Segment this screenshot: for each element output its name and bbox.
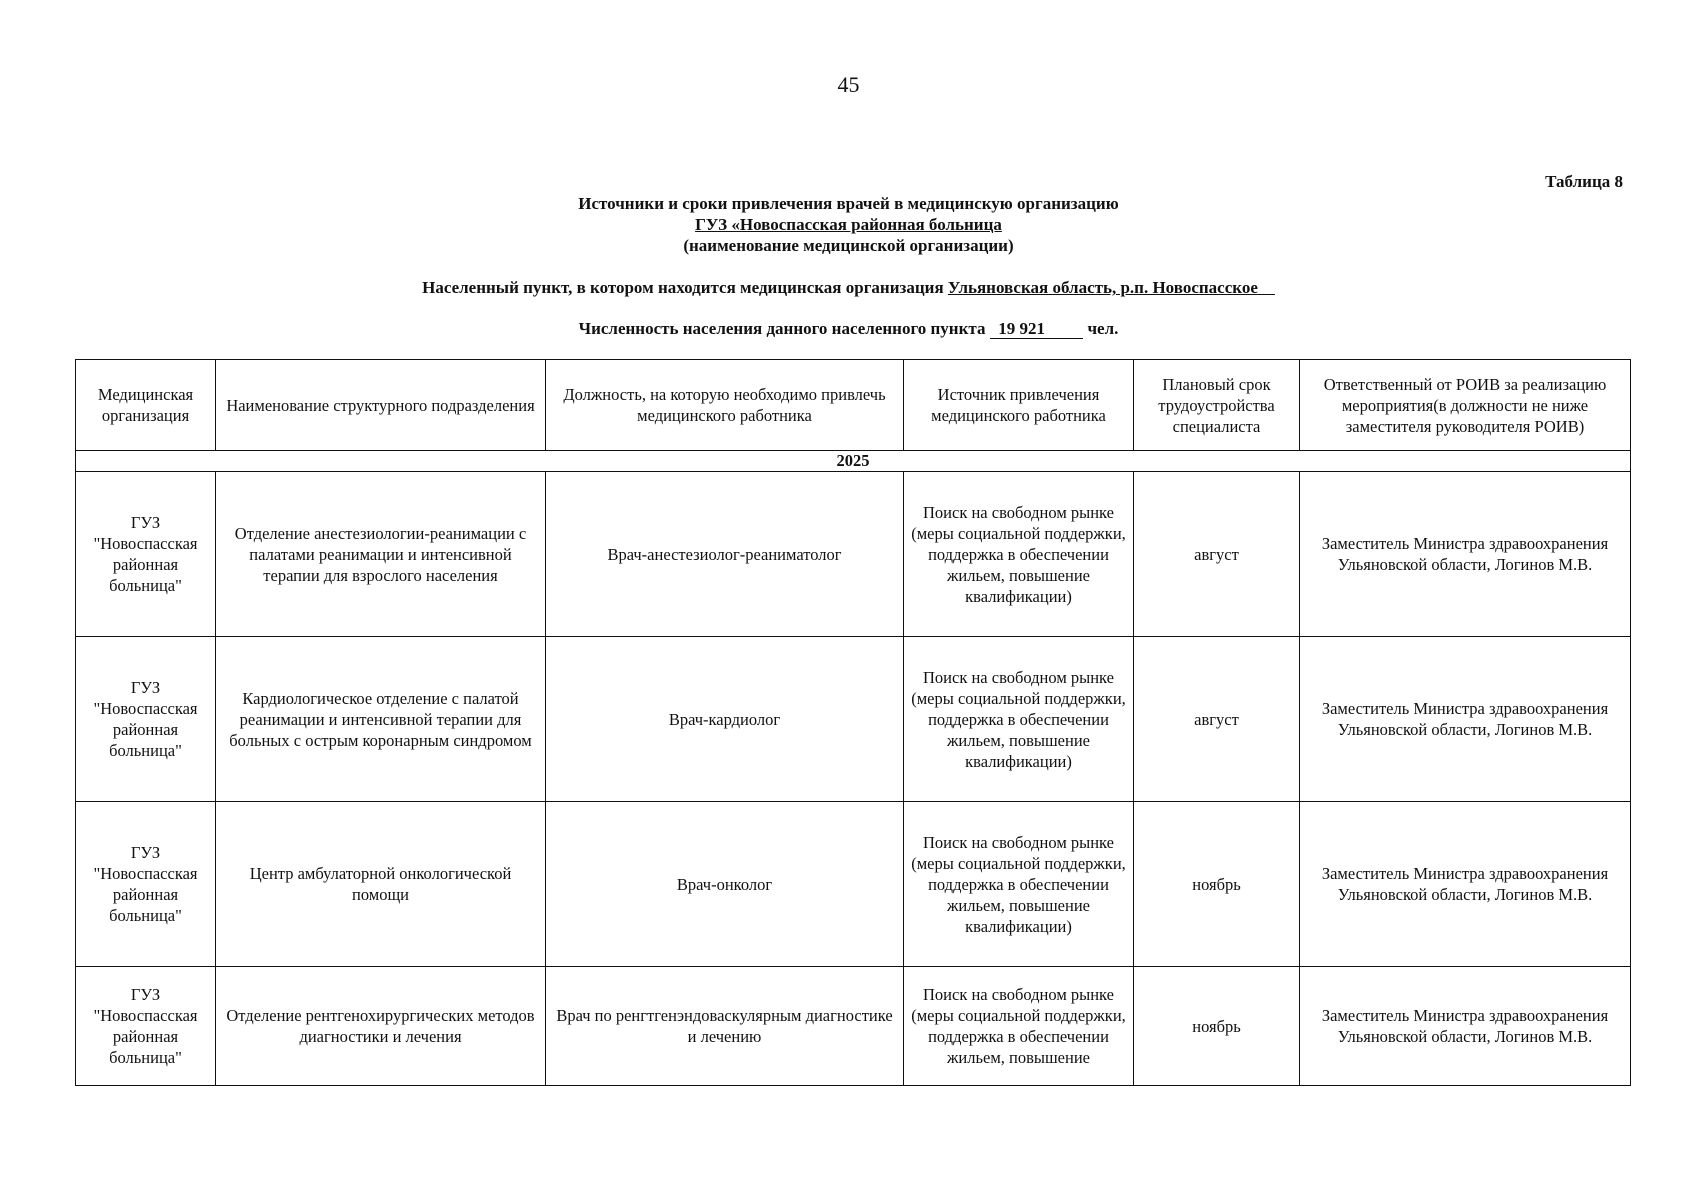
cell-position: Врач-кардиолог — [546, 637, 904, 802]
column-header-source: Источник привлечения медицинского работника — [904, 360, 1134, 451]
cell-term: август — [1134, 472, 1300, 637]
cell-organization: ГУЗ "Новоспасская районная больница" — [76, 967, 216, 1086]
cell-source — [904, 967, 1134, 1086]
column-header-position: Должность, на которую необходимо привлечь медицинского работника — [546, 360, 904, 451]
cell-position: Врач-анестезиолог-реаниматолог — [546, 472, 904, 637]
cell-organization: ГУЗ "Новоспасская районная больница" — [76, 802, 216, 967]
population-unit: чел. — [1087, 319, 1119, 338]
year-label: 2025 — [76, 451, 1631, 472]
organization-name — [0, 214, 1697, 235]
table-row — [76, 802, 1631, 967]
organization-name-text: ГУЗ «Новоспасская районная больница — [695, 215, 1002, 234]
cell-unit: Отделение рентгенохирургических методов диагностики и лечения — [216, 967, 546, 1086]
cell-source: Поиск на свободном рынке (меры социальной поддержки, поддержка в обеспечении жильем, повышение квалификации) — [904, 637, 1134, 802]
cell-source-text: Поиск на свободном рынке (меры социальной поддержки, поддержка в обеспечении жильем, повышение — [911, 985, 1126, 1067]
cell-unit: Центр амбулаторной онкологической помощи — [216, 802, 546, 967]
population-line — [0, 318, 1697, 339]
locality-value: Ульяновская область, р.п. Новоспасское — [947, 278, 1258, 297]
cell-responsible: Заместитель Министра здравоохранения Ульяновской области, Логинов М.В. — [1300, 967, 1631, 1086]
organization-caption: (наименование медицинской организации) — [683, 236, 1014, 255]
locality-underline — [1258, 278, 1275, 297]
column-header-responsible: Ответственный от РОИВ за реализацию мероприятия(в должности не ниже заместителя руководителя РОИВ) — [1300, 360, 1631, 451]
cell-unit: Отделение анестезиологии-реанимации с палатами реанимации и интенсивной терапии для взрослого населения — [216, 472, 546, 637]
table-row — [76, 967, 1631, 1086]
cell-position: Врач по ренгтгенэндоваскулярным диагностике и лечению — [546, 967, 904, 1086]
population-value-field — [990, 320, 1084, 339]
cell-term: ноябрь — [1134, 967, 1300, 1086]
page-number: 45 — [837, 72, 860, 97]
population-value: 19 921 — [998, 319, 1045, 338]
year-row — [76, 451, 1631, 472]
cell-term: ноябрь — [1134, 802, 1300, 967]
table-row — [76, 637, 1631, 802]
cell-organization: ГУЗ "Новоспасская районная больница" — [76, 472, 216, 637]
cell-responsible: Заместитель Министра здравоохранения Ульяновской области, Логинов М.В. — [1300, 472, 1631, 637]
table-row — [76, 472, 1631, 637]
cell-organization: ГУЗ "Новоспасская районная больница" — [76, 637, 216, 802]
recruitment-table — [75, 359, 1631, 1086]
cell-unit: Кардиологическое отделение с палатой реанимации и интенсивной терапии для больных с острым коронарным синдромом — [216, 637, 546, 802]
cell-source: Поиск на свободном рынке (меры социальной поддержки, поддержка в обеспечении жильем, повышение квалификации) — [904, 802, 1134, 967]
cell-responsible: Заместитель Министра здравоохранения Ульяновской области, Логинов М.В. — [1300, 802, 1631, 967]
locality-label: Населенный пункт, в котором находится медицинская организация — [422, 278, 944, 297]
table-label: Таблица 8 — [1545, 172, 1623, 191]
cell-position: Врач-онколог — [546, 802, 904, 967]
column-header-organization: Медицинская организация — [76, 360, 216, 451]
column-header-unit: Наименование структурного подразделения — [216, 360, 546, 451]
table-header-row — [76, 360, 1631, 451]
column-header-term: Плановый срок трудоустройства специалиста — [1134, 360, 1300, 451]
population-label: Численность населения данного населенного пункта — [578, 319, 986, 338]
document-title: Источники и сроки привлечения врачей в медицинскую организацию — [578, 194, 1119, 213]
cell-term: август — [1134, 637, 1300, 802]
cell-responsible: Заместитель Министра здравоохранения Ульяновской области, Логинов М.В. — [1300, 637, 1631, 802]
cell-source: Поиск на свободном рынке (меры социальной поддержки, поддержка в обеспечении жильем, повышение квалификации) — [904, 472, 1134, 637]
locality-line — [0, 277, 1697, 298]
